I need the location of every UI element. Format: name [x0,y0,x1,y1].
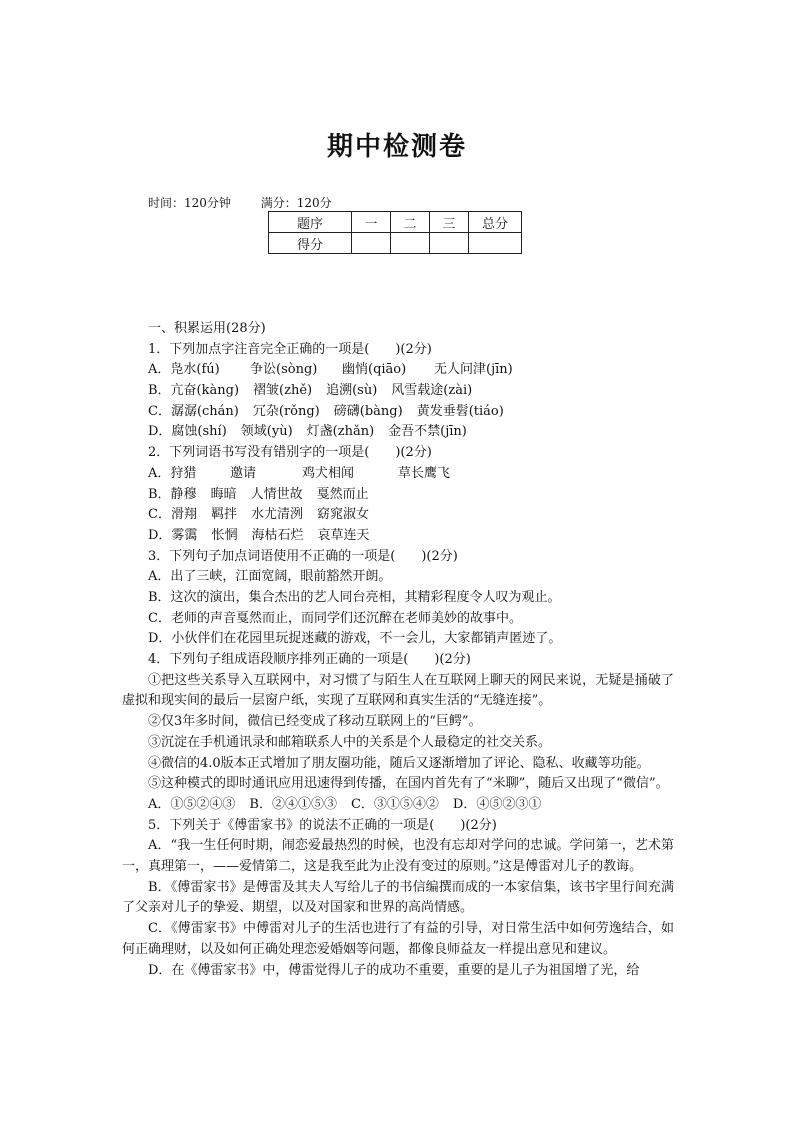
question-4-options [122,795,674,816]
option-word: 晦暗 [210,486,237,502]
option-word: 幽悄(qiāo) [342,362,407,378]
option-word: 戛然而止 [316,486,369,502]
score-table-header: 题序 [269,212,352,233]
question-4-sentence-1: ①把这些关系导入互联网中，对习惯了与陌生人在互联网上聊天的网民来说，无疑是捅破了虚拟和现实间的最后一层窗户纸，实现了互联网和真实生活的“无缝连接”。 [122,672,674,709]
time-limit: 时间：120分钟 [148,196,231,210]
option-word: 冗杂(rǒng) [252,403,320,419]
question-4-sentence-4: ④微信的4.0版本正式增加了朋友圈功能，随后又逐渐增加了评论、隐私、收藏等功能。 [148,755,650,771]
question-4-stem: 4．下列句子组成语段顺序排列正确的一项是( )(2分) [148,652,471,667]
exam-meta [148,194,358,211]
score-table [268,211,522,254]
score-table-header: 总分 [469,212,522,233]
question-3-option-d: D．小伙伴们在花园里玩捉迷藏的游戏，不一会儿，大家都销声匿迹了。 [148,631,562,647]
option-word: 怅惘 [211,527,238,543]
option-word: 褶皱(zhě) [253,383,313,399]
option-word: A．狩猎 [148,465,197,481]
score-table-header: 二 [391,212,430,233]
score-cell [469,233,522,254]
option-word: 邀请 [230,465,257,481]
option-word: 水尤清洌 [250,507,303,523]
option-word: 磅礴(bàng) [333,403,403,419]
question-2-stem: 2．下列词语书写没有错别字的一项是( )(2分) [148,445,432,461]
option-word: 哀草连天 [317,527,370,543]
score-table-header-row [269,212,522,233]
page-title: 期中检测卷 [326,132,467,162]
question-4-sentence-3: ③沉淀在手机通讯录和邮箱联系人中的关系是个人最稳定的社交关系。 [148,734,552,750]
question-1-option-d [122,422,674,443]
question-3-option-b: B．这次的演出，集合杰出的艺人同台亮相，其精彩程度令人叹为观止。 [148,589,561,605]
question-5-option-a: A．“我一生任何时期，闹恋爱最热烈的时候，也没有忘却对学问的忠诚。学问第一，艺术第一，真理第一，——爱情第二，这是我至此为止没有变过的原则。”这是傅雷对儿子的教诲。 [122,838,674,874]
score-cell [352,233,391,254]
question-2-option-a [122,464,674,485]
option-word: 金吾不禁(jīn) [388,424,467,440]
question-1-option-c [122,402,674,423]
option-word: 鸡犬相闻 [302,465,355,481]
option-word: 黄发垂髫(tiáo) [416,403,504,419]
question-5-stem: 5．下列关于《傅雷家书》的说法不正确的一项是( )(2分) [148,817,497,833]
question-2-option-d [122,526,674,547]
option-word: 灯盏(zhǎn) [306,424,375,440]
score-row-label: 得分 [269,233,352,254]
option-word: 海枯石烂 [251,527,304,543]
question-3-option-a: A．出了三峡，江面宽阔，眼前豁然开朗。 [148,569,392,585]
score-table-header: 三 [430,212,469,233]
question-4-sentence-2: ②仅3年多时间，微信已经变成了移动互联网上的“巨鳄”。 [148,714,482,730]
question-4-sentence-5: ⑤这种模式的即时通讯应用迅速得到传播，在国内首先有了“米聊”，随后又出现了“微信”。 [148,776,669,792]
question-5-option-d: D．在《傅雷家书》中，傅雷觉得儿子的成功不重要，重要的是儿子为祖国增了光，给 [148,962,640,978]
question-5-option-c: C．《傅雷家书》中傅雷对儿子的生活也进行了有益的引导，对日常生活中如何劳逸结合，如何正确理财，以及如何正确处理恋爱婚姻等问题，都像良师益友一样提出意见和建议。 [122,921,674,957]
section-heading: 一、积累运用(28分) [148,321,266,336]
option-word: 窈窕淑女 [316,507,369,523]
score-cell [391,233,430,254]
question-3-option-c: C．老师的声音戛然而止，而同学们还沉醉在老师美妙的故事中。 [148,610,522,626]
score-table-header: 一 [352,212,391,233]
question-3-stem: 3．下列句子加点词语使用不正确的一项是( )(2分) [148,548,458,564]
full-score: 满分：120分 [260,196,332,210]
option-word: 人情世故 [250,486,303,502]
question-1-option-a [122,360,674,381]
option-choice: C．③①⑤④② [350,796,439,812]
option-choice: D．④⑤②③① [452,796,542,812]
option-word: 羁拌 [210,507,237,523]
question-2-option-b [122,485,674,506]
option-word: C．潺潺(chán) [148,403,239,419]
score-table-score-row [269,233,522,254]
option-choice: A．①⑤②④③ [148,796,236,812]
option-word: A．凫水(fú) [148,362,220,378]
option-word: 无人问津(jīn) [434,362,513,378]
question-2-option-c [122,505,674,526]
question-1-option-b [122,381,674,402]
option-word: 追溯(sù) [326,383,378,399]
question-1-stem: 1．下列加点字注音完全正确的一项是( )(2分) [148,341,432,357]
option-word: 风雪载途(zài) [391,383,473,399]
option-word: B．亢奋(kàng) [148,383,240,399]
option-word: 领域(yù) [240,424,293,440]
option-word: 争讼(sòng) [250,362,318,378]
option-word: B．静穆 [148,486,197,502]
option-word: D．雾霭 [148,527,198,543]
option-word: C．滑翔 [148,507,197,523]
question-5-option-b: B．《傅雷家书》是傅雷及其夫人写给儿子的书信编撰而成的一本家信集，该书字里行间充满了父亲对儿子的挚爱、期望，以及对国家和世界的高尚情感。 [122,879,674,916]
option-word: 草长鹰飞 [398,465,451,481]
exam-content [122,319,674,981]
option-choice: B．②④①⑤③ [249,796,337,812]
option-word: D．腐蚀(shí) [148,424,227,440]
score-cell [430,233,469,254]
